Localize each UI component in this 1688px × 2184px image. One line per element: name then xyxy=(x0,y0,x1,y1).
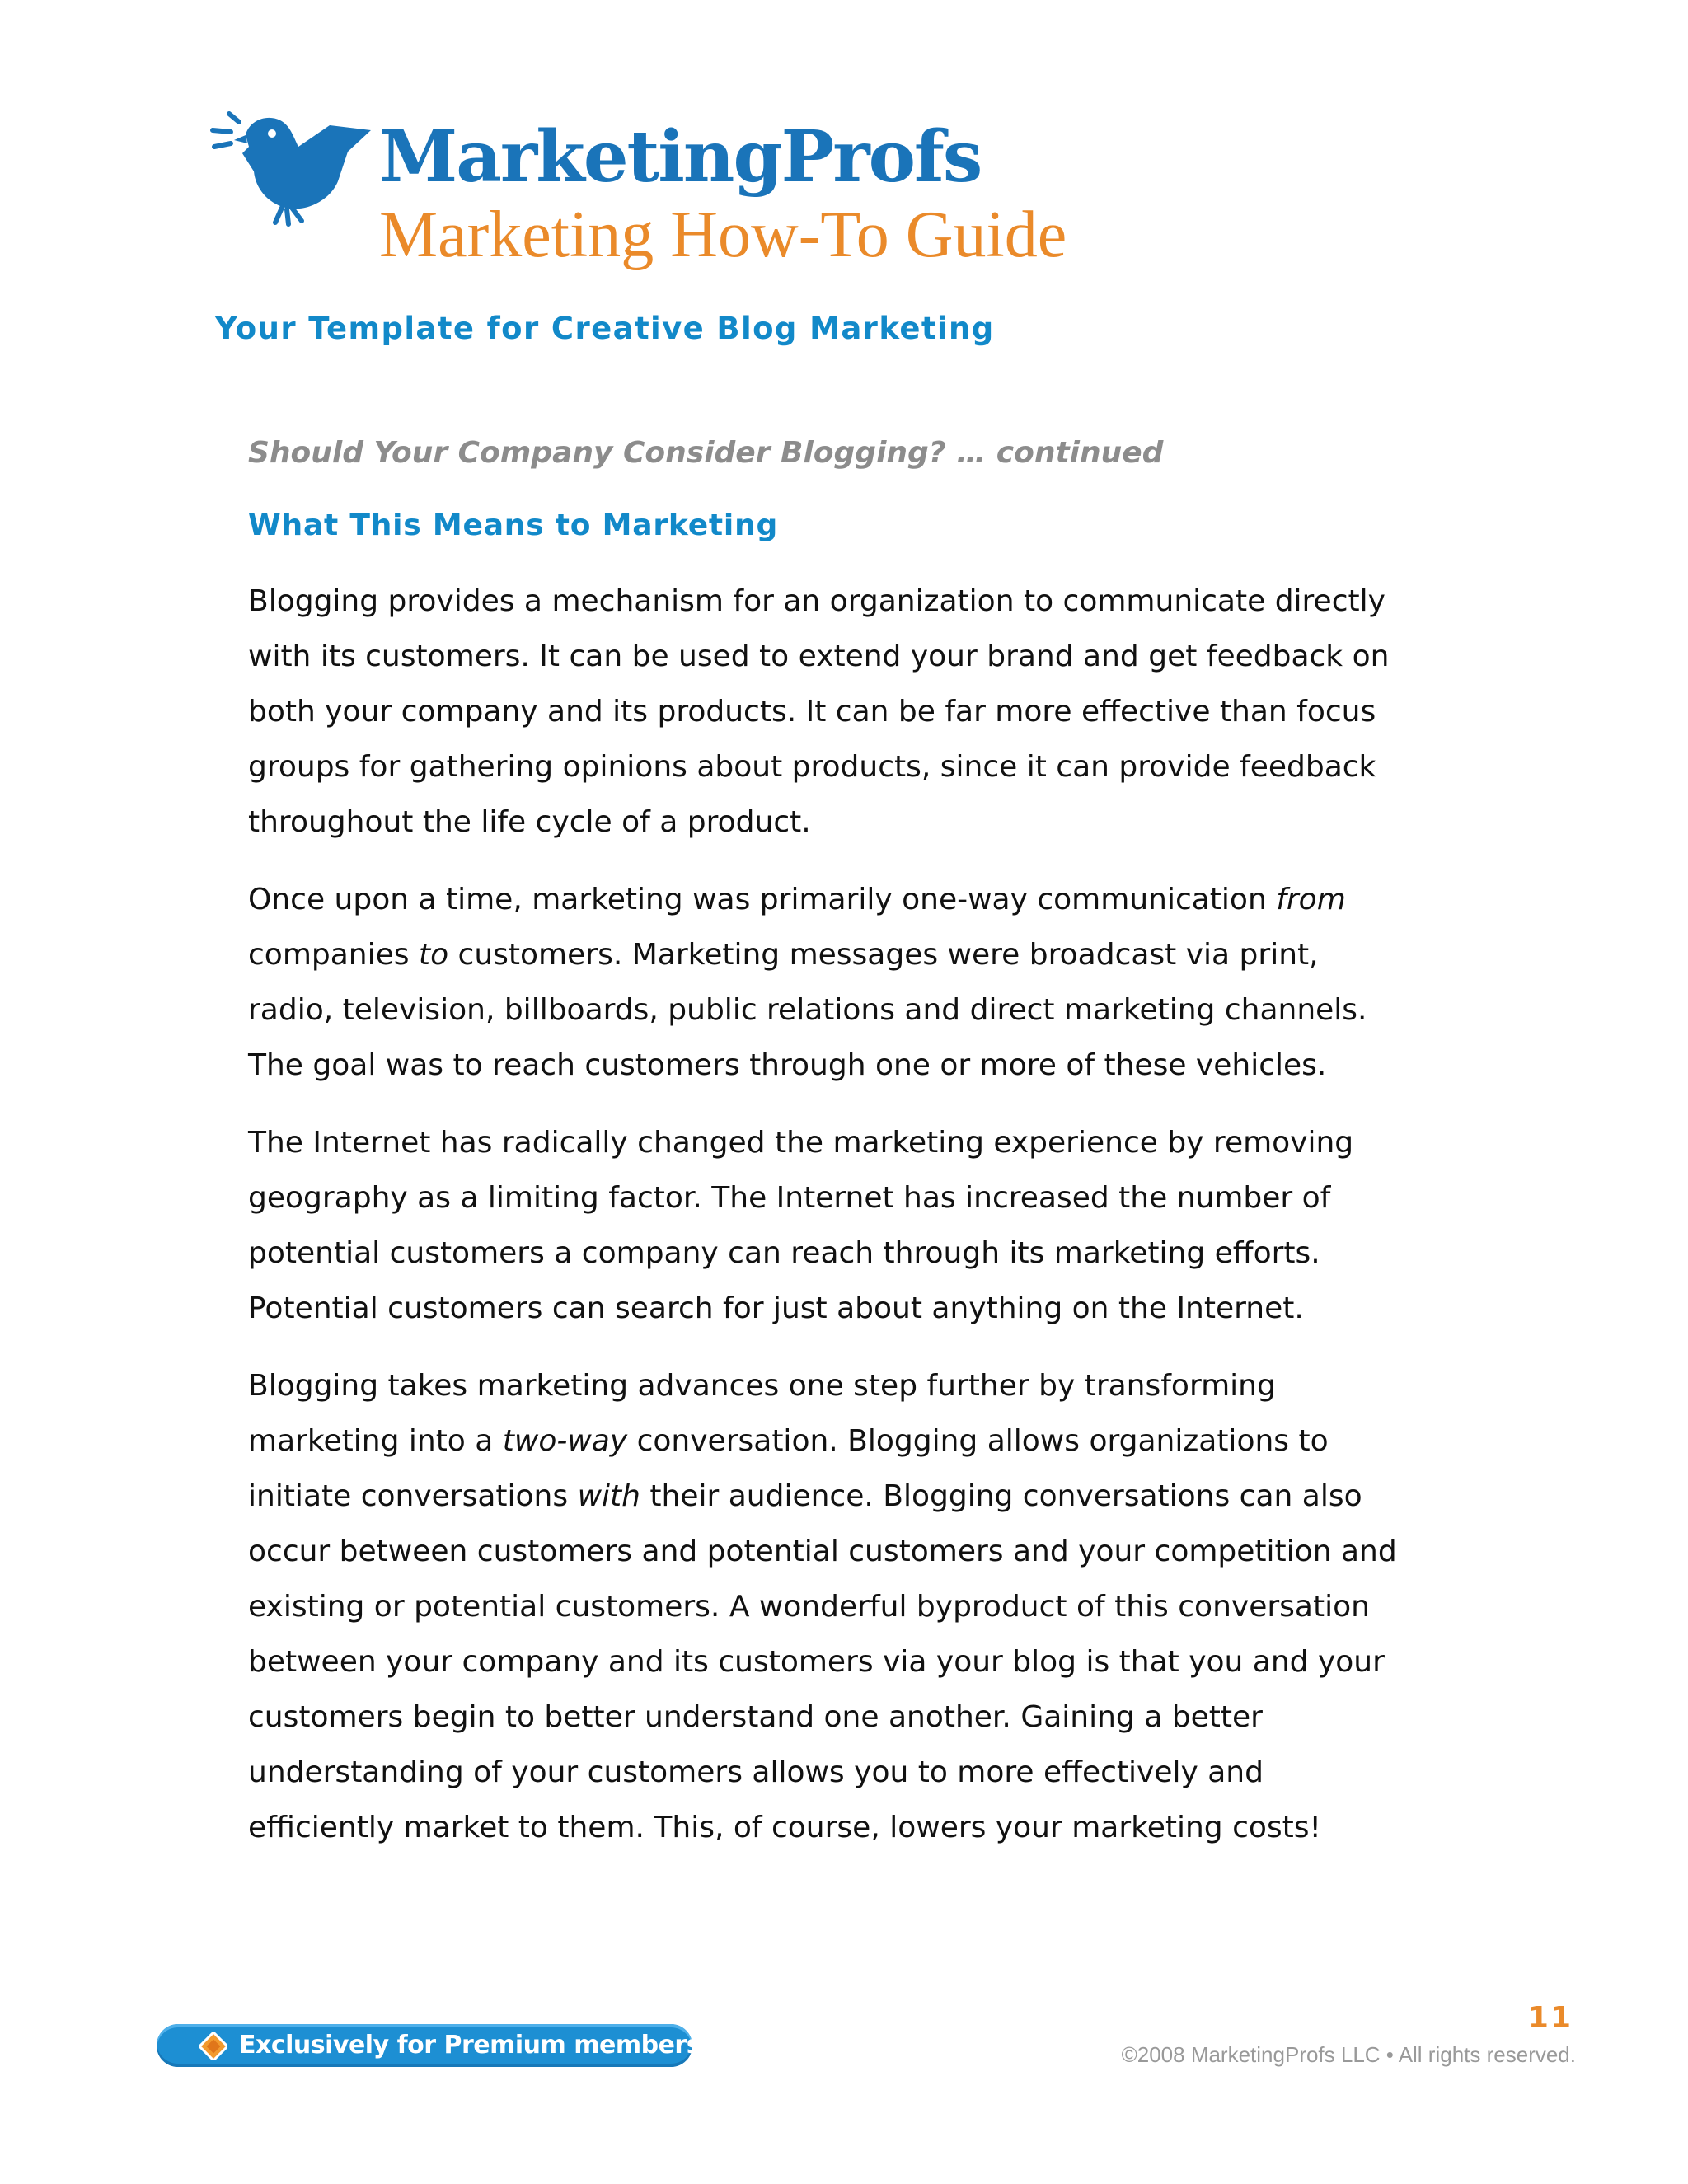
text-line xyxy=(248,1524,1468,1579)
text-segment: initiate conversations xyxy=(248,1479,578,1513)
text-segment: potential customers a company can reach through its marketing efforts. xyxy=(248,1236,1320,1270)
paragraphs-container xyxy=(248,574,1468,1855)
text-segment: customers begin to better understand one another. Gaining a better xyxy=(248,1700,1263,1734)
text-segment: occur between customers and potential customers and your competition and xyxy=(248,1535,1397,1568)
text-line xyxy=(248,1038,1468,1093)
text-line xyxy=(248,794,1468,850)
text-segment: groups for gathering opinions about products, since it can provide feedback xyxy=(248,750,1376,784)
text-segment: conversation. Blogging allows organizations to xyxy=(627,1424,1329,1458)
text-line xyxy=(248,1281,1468,1336)
emphasized-text: from xyxy=(1276,883,1346,916)
text-line xyxy=(248,1469,1468,1524)
text-line xyxy=(248,629,1468,684)
text-segment: The Internet has radically changed the marketing experience by removing xyxy=(248,1126,1354,1160)
body-paragraph xyxy=(248,1358,1468,1855)
text-segment: with its customers. It can be used to extend your brand and get feedback on xyxy=(248,640,1390,673)
text-segment: both your company and its products. It can be far more effective than focus xyxy=(248,695,1376,729)
text-segment: efficiently market to them. This, of course, lowers your marketing costs! xyxy=(248,1811,1321,1844)
body-paragraph xyxy=(248,574,1468,850)
body-paragraph xyxy=(248,872,1468,1093)
text-line xyxy=(248,1226,1468,1281)
text-line xyxy=(248,684,1468,739)
document-header xyxy=(206,99,1195,280)
copyright-notice: ©2008 MarketingProfs LLC • All rights reserved. xyxy=(1121,2042,1576,2067)
text-line xyxy=(248,1413,1468,1469)
emphasized-text: to xyxy=(418,938,449,972)
text-segment: between your company and its customers via your blog is that you and your xyxy=(248,1645,1385,1679)
text-segment: customers. Marketing messages were broadcast via print, xyxy=(448,938,1319,972)
premium-members-banner xyxy=(157,2024,701,2067)
text-line xyxy=(248,1690,1468,1745)
banner-text: Exclusively for Premium members xyxy=(239,2031,701,2060)
document-subtitle: Your Template for Creative Blog Marketing xyxy=(215,311,995,346)
guide-title: Marketing How-To Guide xyxy=(379,199,1067,271)
article-body xyxy=(248,434,1468,1855)
body-paragraph xyxy=(248,1115,1468,1336)
brand-name: MarketingProfs xyxy=(379,115,982,199)
text-line xyxy=(248,1745,1468,1800)
emphasized-text: with xyxy=(577,1479,640,1513)
text-segment: existing or potential customers. A wonderful byproduct of this conversation xyxy=(248,1590,1370,1624)
text-line xyxy=(248,1634,1468,1690)
text-segment: their audience. Blogging conversations can also xyxy=(640,1479,1362,1513)
text-segment: throughout the life cycle of a product. xyxy=(248,805,811,839)
text-segment: Once upon a time, marketing was primarily one-way communication xyxy=(248,883,1277,916)
text-segment: Blogging takes marketing advances one step further by transforming xyxy=(248,1369,1276,1403)
text-segment: companies xyxy=(248,938,419,972)
text-line xyxy=(248,1579,1468,1634)
text-line xyxy=(248,574,1468,629)
diamond-icon xyxy=(199,2032,227,2060)
emphasized-text: two-way xyxy=(502,1424,628,1458)
text-line xyxy=(248,872,1468,927)
continued-heading: Should Your Company Consider Blogging? … continued xyxy=(248,436,1164,470)
text-segment: The goal was to reach customers through one or more of these vehicles. xyxy=(248,1048,1327,1082)
text-segment: marketing into a xyxy=(248,1424,503,1458)
text-segment: radio, television, billboards, public relations and direct marketing channels. xyxy=(248,993,1367,1027)
text-segment: Potential customers can search for just about anything on the Internet. xyxy=(248,1291,1304,1325)
page-number: 11 xyxy=(1527,2001,1573,2035)
text-line xyxy=(248,982,1468,1038)
text-line xyxy=(248,1115,1468,1170)
text-line xyxy=(248,927,1468,982)
section-heading: What This Means to Marketing xyxy=(248,509,779,542)
text-line xyxy=(248,1800,1468,1855)
bird-logo-icon xyxy=(206,99,379,231)
text-segment: Blogging provides a mechanism for an organization to communicate directly xyxy=(248,584,1386,618)
text-segment: geography as a limiting factor. The Internet has increased the number of xyxy=(248,1181,1331,1215)
text-line xyxy=(248,1358,1468,1413)
text-line xyxy=(248,1170,1468,1226)
text-line xyxy=(248,739,1468,794)
text-segment: understanding of your customers allows you to more effectively and xyxy=(248,1755,1264,1789)
